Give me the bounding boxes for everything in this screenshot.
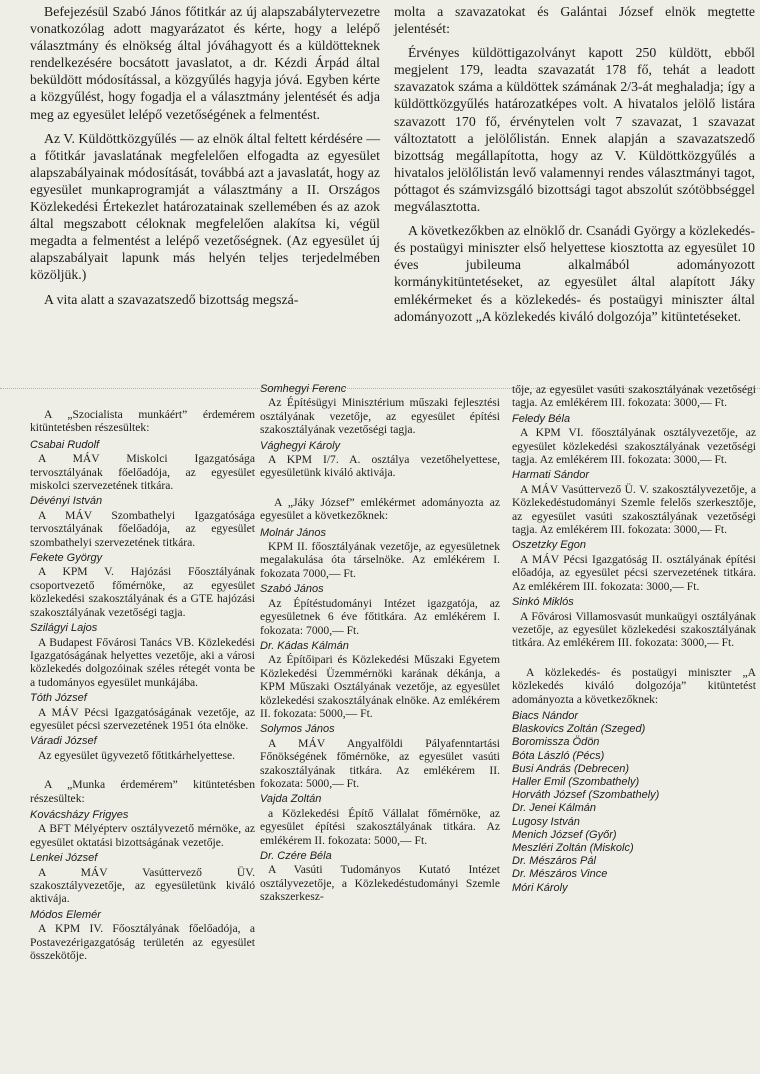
recipient-name: Tóth József (30, 692, 87, 705)
recipient-desc: KPM II. főosztályának vezetője, az egyesületnek megalakulása óta társelnöke. Az emlékérem I. fokozata 7000,— Ft. (260, 540, 500, 580)
award-entry (512, 596, 756, 650)
recipient-name: Feledy Béla (512, 412, 571, 425)
recipient-name: Váradi József (30, 735, 97, 748)
recipient-name: Meszléri Zoltán (Miskolc) (512, 841, 634, 854)
recipient-desc: A MÁV Angyalföldi Pályafenntartási Főnökségének főmérnöke, az egyesület vasúti szakosztályának titkára. Az emlékérem II. fokozata: 5000,— Ft. (260, 736, 500, 790)
award-entry (512, 469, 756, 536)
recipient-name: Boromissza Ödön (512, 736, 600, 749)
award-entry (260, 850, 500, 904)
recipient-desc: A MÁV Miskolci Igazgatósága tervosztályának főelőadója, az egyesület miskolci szervezetének titkára. (30, 452, 255, 493)
awards-column-1 (30, 408, 255, 965)
paragraph: Befejezésül Szabó János főtitkár az új alapszabálytervezetre vonatkozólag adott magyarázatot és kérte, hogy a lelépő választmány és elnökség által jóváhagyott és a küldötteknek rendelkezésére bocsátott javaslatot, a dr. Kézdi Árpád által beküldött módosítással, a közgyűlés hagyja jóvá. Egyben kérte a közgyűlést, hogy fogadja el a választmány jelentését és adja meg az egyesület lelépő vezetőségének a felmentést. (30, 4, 380, 122)
recipient-name: Móri Károly (512, 881, 568, 894)
recipient-desc: A Vasúti Tudományos Kutató Intézet osztályvezetője, a Közlekedéstudományi Szemle szakszerkesz- (260, 863, 500, 904)
recipient-name: Vághegyi Károly (260, 439, 341, 452)
award-entry (260, 793, 500, 847)
awards-column-3 (512, 383, 756, 895)
recipient-desc: A MÁV Pécsi Igazgatóság II. osztályának építési előadója, az egyesület pécsi szervezetének titkára. Az emlékérem III. fokozata: 3000,— Ft. (512, 552, 756, 593)
recipient-desc: A BFT Mélyépterv osztályvezető mérnöke, az egyesület oktatási bizottságának vezetője. (30, 822, 255, 849)
recipient-desc: A MÁV Vasúttervező ÜV. szakosztályvezetője, az egyesületünk kiváló aktivája. (30, 865, 255, 906)
recipient-name: Dr. Czére Béla (260, 850, 332, 862)
recipient-desc: A KPM I/7. A. osztálya vezetőhelyettese, egyesületünk kiváló aktivája. (260, 453, 500, 480)
recipient-name: Menich József (Győr) (512, 828, 617, 841)
recipient-name: Szabó János (260, 583, 324, 596)
recipient-desc: A Fővárosi Villamosvasút munkaügyi osztályának vezetője, az egyesület közlekedési szakosztályának titkára. Az emlékérem III. fokozata: 3000,— Ft. (512, 609, 756, 650)
recipient-desc: Az egyesület ügyvezető főtitkárhelyettese. (38, 748, 236, 762)
recipient-desc: A MÁV Szombathelyi Igazgatósága tervosztályának főelőadója, az egyesület szombathelyi szervezetének titkára. (30, 508, 255, 549)
top-left-column (30, 3, 380, 308)
recipient-name: Kovácsházy Frigyes (30, 808, 129, 821)
recipient-name: Sinkó Miklós (512, 596, 574, 609)
award-intro-jaky: A „Jáky József” emlékérmet adományozta az egyesület a következőknek: (260, 495, 500, 523)
paragraph: A vita alatt a szavazatszedő bizottság megszá- (44, 291, 299, 307)
award-intro-szocialista: A „Szocialista munkáért” érdemérem kitüntetésben részesültek: (30, 408, 255, 435)
recipient-name: Oszetzky Egon (512, 539, 586, 552)
award-entry (30, 439, 255, 493)
recipient-name: Módos Elemér (30, 908, 101, 921)
award-entry (30, 692, 255, 732)
award-entry (260, 527, 500, 581)
recipient-name: Harmati Sándor (512, 469, 590, 482)
recipient-name: Dr. Mészáros Pál (512, 855, 596, 868)
recipient-list (512, 710, 756, 895)
recipient-desc: A KPM VI. főosztályának osztályvezetője, az egyesület közlekedési szakosztályának vezetőségi tagja. Az emlékérem III. fokozata: 3000,— Ft. (512, 426, 756, 467)
recipient-name: Szilágyi Lajos (30, 622, 98, 635)
award-entry (260, 383, 500, 437)
recipient-desc: A KPM V. Hajózási Főosztályának csoportvezető főmérnöke, az egyesület közlekedési szakosztályának és a GTE hajózási szakosztályának vezetőségi tagja. (30, 565, 255, 619)
recipient-name: Dr. Kádas Kálmán (260, 639, 349, 652)
recipient-name: Busi András (Debrecen) (512, 762, 629, 775)
recipient-name: Bóta László (Pécs) (512, 749, 605, 762)
recipient-desc: A MÁV Vasúttervező Ü. V. szakosztályvezetője, a Közlekedéstudományi Szemle felelős szerkesztője, az egyesület vasúti szakosztályának vezetőségi tagja. Az emlékérem III. fokozata: 3000,— Ft. (512, 482, 756, 537)
recipient-desc: A Budapest Fővárosi Tanács VB. Közlekedési Igazgatóságának helyettes vezetője, aki a városi közlekedés dolgozóinak széles rétegét vonta be a tudományos egyesület munkájába. (30, 635, 255, 689)
award-intro-kivalo: A közlekedés- és postaügyi miniszter „A közlekedés kiváló dolgozója” kitüntetést adományozta a következőknek: (512, 665, 756, 706)
paragraph: A következőkben az elnöklő dr. Csanádi György a közlekedés- és postaügyi miniszter első helyettese kiosztotta az egyesület 10 éves jubileuma alkalmából adományozott kormánykitüntetéseket, az egyesület által alapított Jáky emlékérmeket és a közlekedés- és postaügyi miniszter által adományozott „A közlekedés kiváló dolgozója” kitüntetéseket. (394, 223, 755, 324)
award-entry (30, 909, 255, 963)
recipient-name: Fekete György (30, 552, 103, 565)
recipient-name: Blaskovics Zoltán (Szeged) (512, 723, 646, 736)
award-entry (30, 495, 255, 549)
recipient-desc: Az Építőipari és Közlekedési Műszaki Egyetem Közlekedési Üzemmérnöki karának dékánja, a KPM Műszaki Osztályának vezetője, az egyesület közlekedési szakosztályának elnöke. Az emlékérem II. fokozata: 5000,— Ft. (260, 653, 500, 720)
recipient-desc: tője, az egyesület vasúti szakosztályának vezetőségi tagja. Az emlékérem III. fokozata: 3000,— Ft. (512, 383, 756, 410)
recipient-name: Csabai Rudolf (30, 438, 100, 451)
recipient-name: Somhegyi Ferenc (260, 383, 347, 395)
recipient-name: Molnár János (260, 526, 327, 539)
award-entry (512, 539, 756, 593)
award-entry (260, 723, 500, 790)
paragraph: Az V. Küldöttközgyűlés — az elnök által feltett kérdésére — a főtitkár javaslatának megfelelően elfogadta az egyesület alapszabályainak módosítását, továbbá azt a javaslatát, hogy az egyesület munkaprogramját a választmány a II. Országos Közlekedési Értekezlet határozatainak szellemében és az azok által megszabott céloknak megfelelően alakítsa ki, végül megadta a felmentést a lelépő vezetőségnek. (Az egyesület új alapszabályait lapunk más helyén teljes terjedelmében közöljük.) (30, 130, 380, 283)
awards-column-2 (260, 383, 500, 907)
award-entry (260, 640, 500, 720)
recipient-name: Dr. Jenei Kálmán (512, 802, 596, 815)
award-entry (30, 809, 255, 849)
recipient-desc: A KPM IV. Főosztályának főelőadója, a Postavezérigazgatóság területén az egyesület összekötője. (30, 922, 255, 963)
recipient-name: Dr. Mészáros Vince (512, 868, 608, 881)
award-entry (30, 622, 255, 689)
award-entry (260, 440, 500, 480)
recipient-name: Biacs Nándor (512, 709, 579, 722)
award-entry (30, 852, 255, 906)
recipient-name: Horváth József (Szombathely) (512, 789, 660, 802)
award-entry (260, 583, 500, 637)
top-right-column (394, 3, 755, 325)
award-intro-munka: A „Munka érdemérem” kitüntetésben részesültek: (30, 778, 255, 805)
recipient-name: Dévényi István (30, 495, 103, 508)
paragraph: molta a szavazatokat és Galántai József elnök megtette jelentését: (394, 4, 755, 37)
recipient-name: Haller Emil (Szombathely) (512, 775, 640, 788)
recipient-desc: A MÁV Pécsi Igazgatóságának vezetője, az egyesület pécsi szervezetének 1951 óta elnöke. (30, 705, 255, 732)
paragraph: Érvényes küldöttigazolványt kapott 250 küldött, ebből megjelent 179, leadta szavazatát 178 fő, tehát a leadott szavazatok száma a küldöttek számának 2/3-át meghaladja; így a küldöttközgyűlés határozatképes volt. A hivatalos jelölő listára szavazott 170 fő, érvénytelen volt 7 szavazat, 1 szavazat változtatott a jelölőlistán. Ennek alapján a szavazatszedő bizottság megállapította, hogy az V. Küldöttközgyűlés a hivatalos jelölőlistán levő valamennyi rendes választmányi tagot, póttagot és számvizsgáló bizottsági tagot abszolút szótöbbséggel megválasztotta. (394, 45, 755, 215)
recipient-desc: a Közlekedési Építő Vállalat főmérnöke, az egyesület építési szakosztályának titkára. Az emlékérem II. fokozata: 5000,— Ft. (260, 806, 500, 847)
award-entry (512, 413, 756, 467)
award-entry-continued (512, 383, 756, 410)
recipient-name: Lenkei József (30, 852, 98, 865)
recipient-name: Solymos János (260, 723, 335, 736)
recipient-name: Lugosy István (512, 815, 580, 828)
award-entry (30, 735, 255, 762)
recipient-desc: Az Építésügyi Minisztérium műszaki fejlesztési osztályának vezetője, az egyesület építési szakosztályának vezetőségi tagja. (260, 396, 500, 437)
recipient-name: Vajda Zoltán (260, 793, 322, 806)
award-entry (30, 552, 255, 619)
recipient-desc: Az Építéstudományi Intézet igazgatója, az egyesületnek 6 éve főtitkára. Az emlékérem I. fokozata: 7000,— Ft. (260, 596, 500, 637)
